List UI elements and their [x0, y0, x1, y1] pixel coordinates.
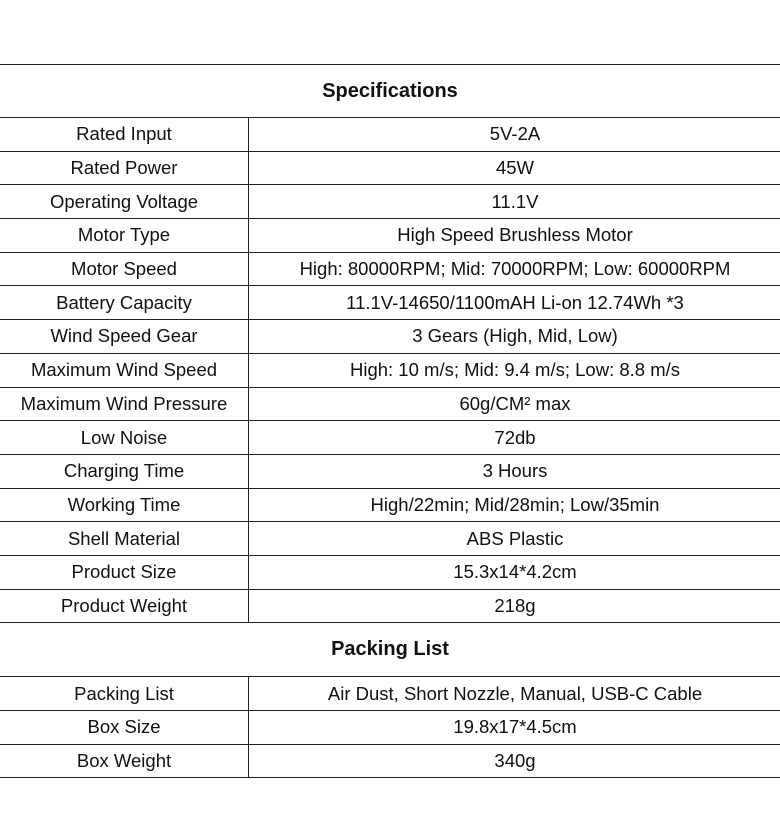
row-label: Operating Voltage	[0, 185, 249, 219]
row-value: 218g	[249, 589, 780, 623]
table-row	[0, 421, 780, 455]
row-label: Maximum Wind Pressure	[0, 387, 249, 421]
row-value: High: 80000RPM; Mid: 70000RPM; Low: 60000RPM	[249, 252, 780, 286]
table-row	[0, 677, 780, 710]
table-row	[0, 387, 780, 421]
table-row	[0, 219, 780, 253]
row-value: 11.1V-14650/1100mAH Li-on 12.74Wh *3	[249, 286, 780, 320]
table-row	[0, 555, 780, 589]
table-row	[0, 286, 780, 320]
row-value: 45W	[249, 151, 780, 185]
row-label: Battery Capacity	[0, 286, 249, 320]
row-value: 3 Gears (High, Mid, Low)	[249, 320, 780, 354]
row-value: 3 Hours	[249, 454, 780, 488]
table-row	[0, 454, 780, 488]
row-label: Product Weight	[0, 589, 249, 623]
table-row	[0, 252, 780, 286]
specifications-table	[0, 118, 780, 623]
specifications-table-body	[0, 118, 780, 623]
row-value: High Speed Brushless Motor	[249, 219, 780, 253]
row-value: 15.3x14*4.2cm	[249, 555, 780, 589]
row-value: 19.8x17*4.5cm	[249, 711, 780, 745]
row-label: Motor Speed	[0, 252, 249, 286]
table-row	[0, 151, 780, 185]
table-row	[0, 488, 780, 522]
row-label: Box Size	[0, 711, 249, 745]
row-label: Rated Input	[0, 118, 249, 151]
row-label: Charging Time	[0, 454, 249, 488]
row-label: Maximum Wind Speed	[0, 353, 249, 387]
row-label: Shell Material	[0, 522, 249, 556]
row-value: ABS Plastic	[249, 522, 780, 556]
packing-list-table-body	[0, 677, 780, 778]
row-label: Wind Speed Gear	[0, 320, 249, 354]
row-label: Box Weight	[0, 744, 249, 778]
row-value: 5V-2A	[249, 118, 780, 151]
row-value: High: 10 m/s; Mid: 9.4 m/s; Low: 8.8 m/s	[249, 353, 780, 387]
row-label: Rated Power	[0, 151, 249, 185]
packing-list-table	[0, 677, 780, 778]
row-label: Packing List	[0, 677, 249, 710]
row-value: 11.1V	[249, 185, 780, 219]
row-value: High/22min; Mid/28min; Low/35min	[249, 488, 780, 522]
row-label: Product Size	[0, 555, 249, 589]
table-row	[0, 711, 780, 745]
table-row	[0, 589, 780, 623]
row-label: Motor Type	[0, 219, 249, 253]
row-label: Low Noise	[0, 421, 249, 455]
row-value: 60g/CM² max	[249, 387, 780, 421]
table-row	[0, 185, 780, 219]
packing-list-title: Packing List	[0, 623, 780, 677]
table-row	[0, 744, 780, 778]
spec-sheet	[0, 64, 780, 778]
table-row	[0, 522, 780, 556]
table-row	[0, 320, 780, 354]
row-value: 72db	[249, 421, 780, 455]
row-value: 340g	[249, 744, 780, 778]
row-value: Air Dust, Short Nozzle, Manual, USB-C Cable	[249, 677, 780, 710]
row-label: Working Time	[0, 488, 249, 522]
specifications-title: Specifications	[0, 64, 780, 118]
table-row	[0, 118, 780, 151]
table-row	[0, 353, 780, 387]
